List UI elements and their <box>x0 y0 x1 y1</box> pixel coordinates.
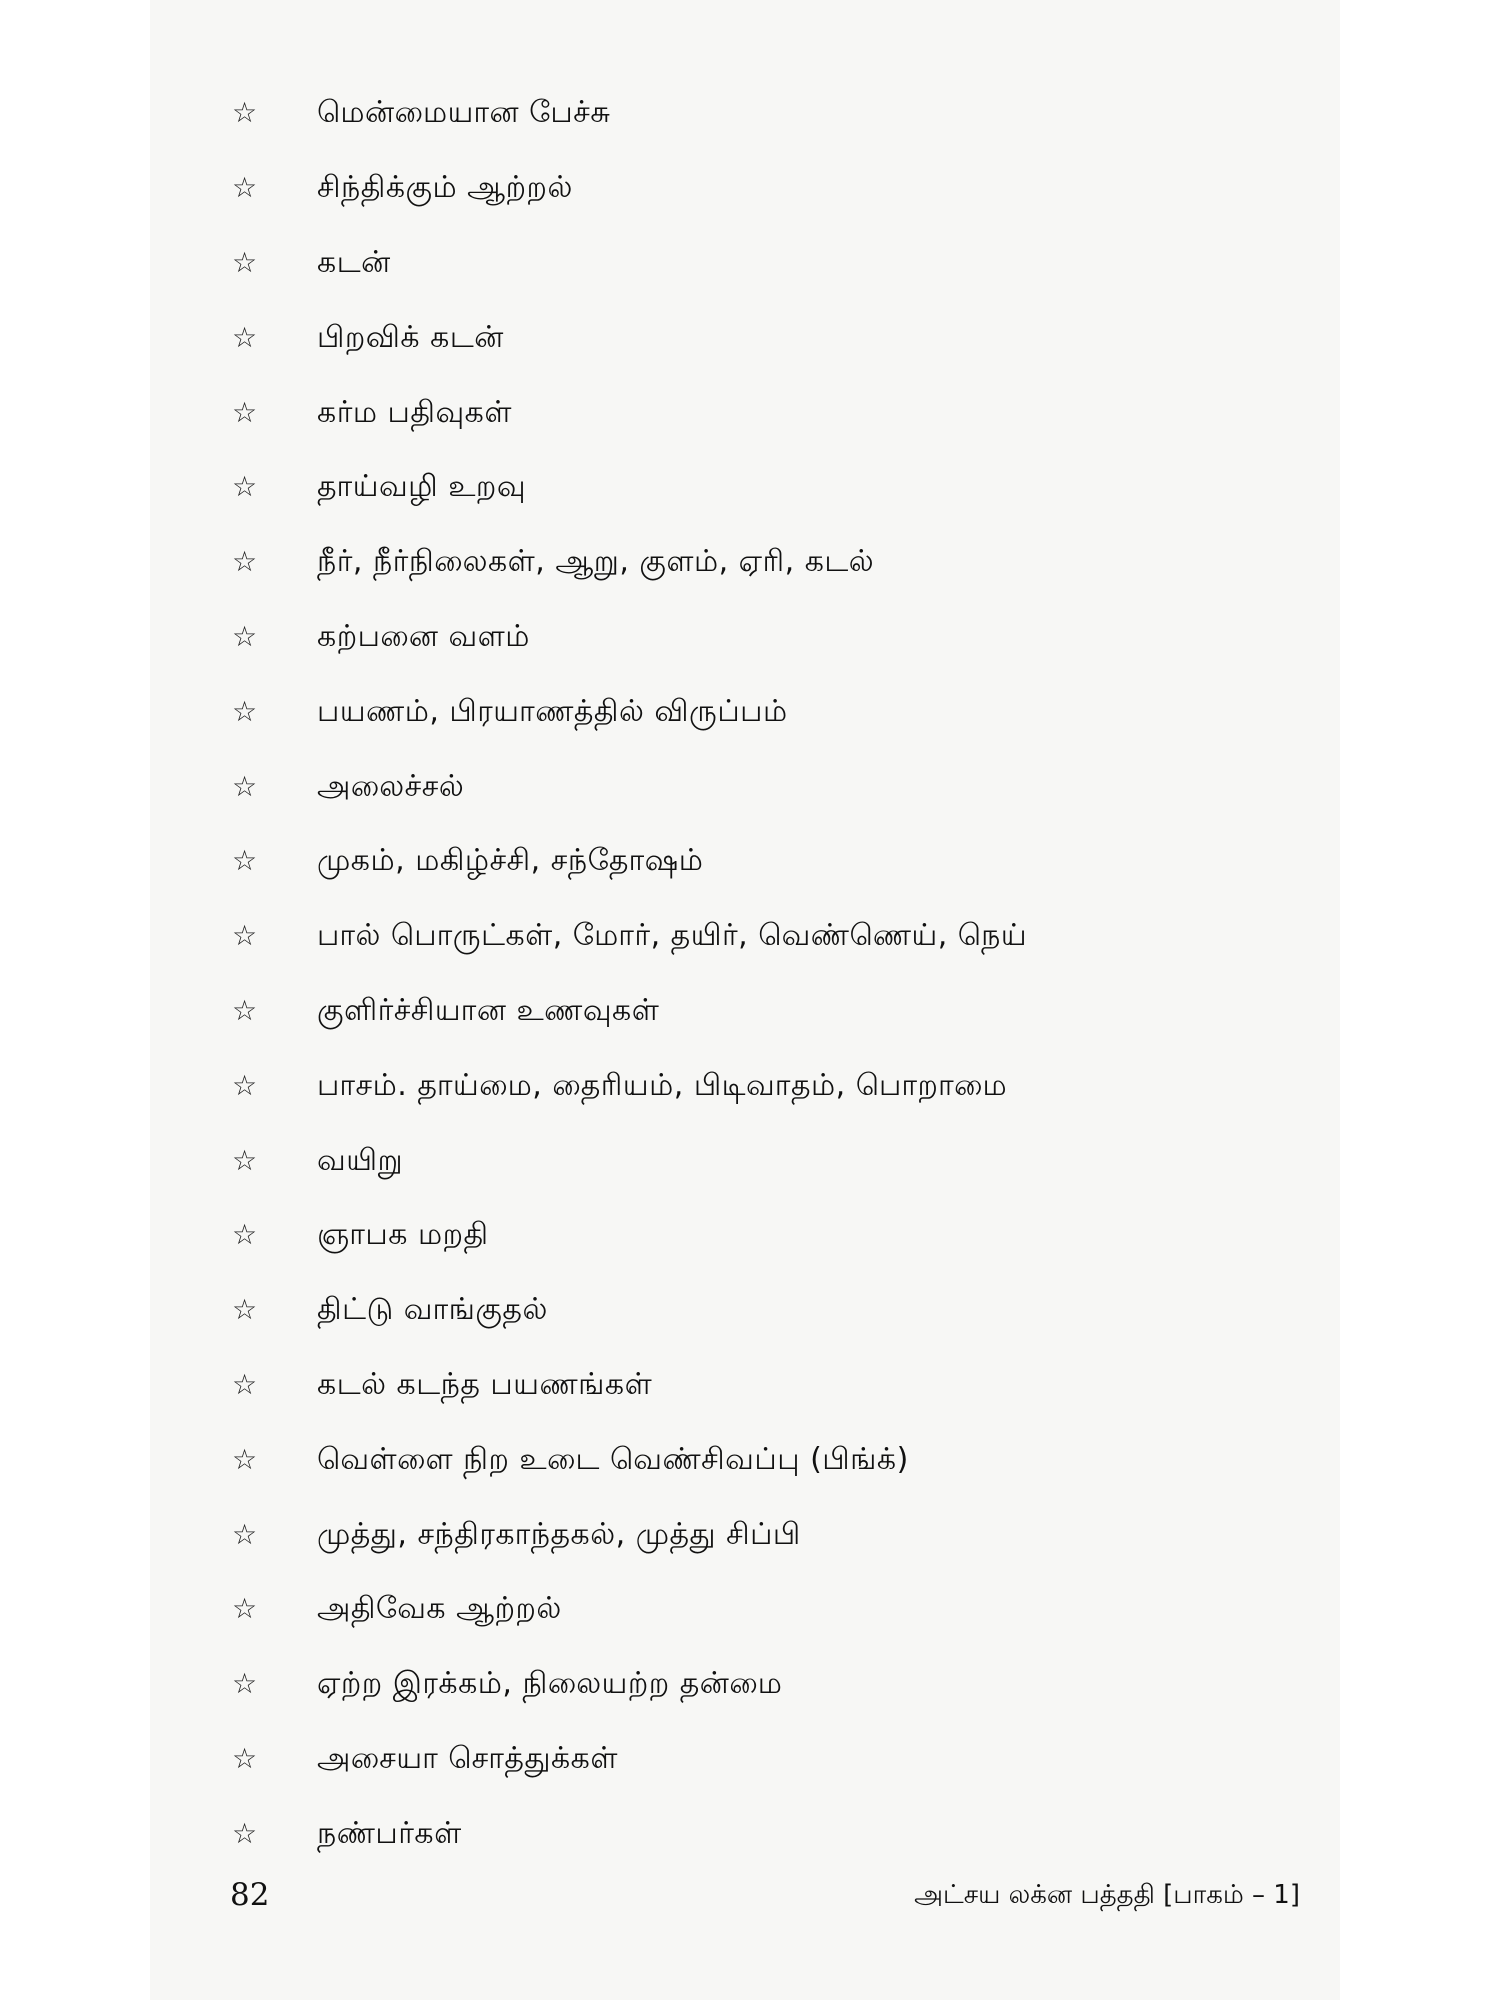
star-bullet-icon: ☆ <box>232 1442 258 1476</box>
list-item-text: ஞாபக மறதி <box>317 1217 489 1253</box>
list-item-text: முகம், மகிழ்ச்சி, சந்தோஷம் <box>317 843 704 879</box>
list-item-text: கடல் கடந்த பயணங்கள் <box>317 1366 653 1402</box>
list-item-text: கற்பனை வளம் <box>317 618 530 654</box>
list-item-text: பிறவிக் கடன் <box>317 319 504 355</box>
list-item-text: நண்பர்கள் <box>317 1815 462 1851</box>
list-item <box>232 450 1232 525</box>
list-item <box>232 525 1232 600</box>
star-bullet-icon: ☆ <box>232 844 258 878</box>
star-bullet-icon: ☆ <box>232 1293 258 1327</box>
list-item-text: தாய்வழி உறவு <box>317 469 527 505</box>
star-bullet-icon: ☆ <box>232 395 258 429</box>
list-item <box>232 824 1232 899</box>
list-item-text: மென்மையான பேச்சு <box>317 95 611 131</box>
star-bullet-icon: ☆ <box>232 919 258 953</box>
list-item <box>232 1796 1232 1871</box>
list-item-text: அலைச்சல் <box>317 768 465 804</box>
star-bullet-icon: ☆ <box>232 171 258 205</box>
star-bullet-icon: ☆ <box>232 470 258 504</box>
list-item <box>232 1647 1232 1722</box>
star-bullet-icon: ☆ <box>232 694 258 728</box>
list-item-text: சிந்திக்கும் ஆற்றல் <box>317 170 573 206</box>
star-bullet-icon: ☆ <box>232 993 258 1027</box>
list-item <box>232 600 1232 675</box>
star-bullet-icon: ☆ <box>232 245 258 279</box>
star-bullet-icon: ☆ <box>232 320 258 354</box>
star-bullet-icon: ☆ <box>232 1218 258 1252</box>
list-item <box>232 1497 1232 1572</box>
list-item-text: முத்து, சந்திரகாந்தகல், முத்து சிப்பி <box>317 1516 801 1552</box>
list-item <box>232 674 1232 749</box>
list-item-text: அசையா சொத்துக்கள் <box>317 1740 618 1776</box>
book-title: அட்சய லக்ன பத்ததி [பாகம் – 1] <box>914 1880 1300 1910</box>
list-item-text: குளிர்ச்சியான உணவுகள் <box>317 992 660 1028</box>
list-item <box>232 974 1232 1049</box>
list-item <box>232 151 1232 226</box>
star-bullet-icon: ☆ <box>232 769 258 803</box>
star-bullet-icon: ☆ <box>232 619 258 653</box>
star-bullet-icon: ☆ <box>232 1592 258 1626</box>
list-item-text: கர்ம பதிவுகள் <box>317 394 512 430</box>
list-item-text: அதிவேக ஆற்றல் <box>317 1591 562 1627</box>
star-bullet-icon: ☆ <box>232 1068 258 1102</box>
list-item <box>232 1273 1232 1348</box>
list-item <box>232 226 1232 301</box>
list-item-text: வயிறு <box>317 1142 404 1178</box>
list-item <box>232 1048 1232 1123</box>
list-item <box>232 1198 1232 1273</box>
star-bullet-icon: ☆ <box>232 1741 258 1775</box>
page-number: 82 <box>230 1877 270 1913</box>
list-item <box>232 375 1232 450</box>
list-item <box>232 76 1232 151</box>
list-item-text: நீர், நீர்நிலைகள், ஆறு, குளம், ஏரி, கடல் <box>317 544 875 580</box>
list-item <box>232 899 1232 974</box>
star-bullet-icon: ☆ <box>232 96 258 130</box>
list-item-text: திட்டு வாங்குதல் <box>317 1292 548 1328</box>
list-item-text: ஏற்ற இரக்கம், நிலையற்ற தன்மை <box>317 1666 783 1702</box>
list-item-text: பயணம், பிரயாணத்தில் விருப்பம் <box>317 693 788 729</box>
list-item-text: பால் பொருட்கள், மோர், தயிர், வெண்ணெய், நெய் <box>317 918 1028 954</box>
list-item <box>232 1123 1232 1198</box>
list-item <box>232 1722 1232 1797</box>
list-item <box>232 749 1232 824</box>
star-bullet-icon: ☆ <box>232 1367 258 1401</box>
star-bullet-icon: ☆ <box>232 1517 258 1551</box>
list-item-text: பாசம். தாய்மை, தைரியம், பிடிவாதம், பொறாமை <box>317 1067 1008 1103</box>
list-item <box>232 1572 1232 1647</box>
list-item-text: கடன் <box>317 244 391 280</box>
star-bullet-icon: ☆ <box>232 1667 258 1701</box>
list-item <box>232 1348 1232 1423</box>
list-item <box>232 1422 1232 1497</box>
star-bullet-icon: ☆ <box>232 1143 258 1177</box>
star-bullet-icon: ☆ <box>232 545 258 579</box>
attribute-list <box>232 76 1232 1871</box>
list-item-text: வெள்ளை நிற உடை வெண்சிவப்பு (பிங்க்) <box>317 1441 909 1477</box>
star-bullet-icon: ☆ <box>232 1816 258 1850</box>
list-item <box>232 300 1232 375</box>
